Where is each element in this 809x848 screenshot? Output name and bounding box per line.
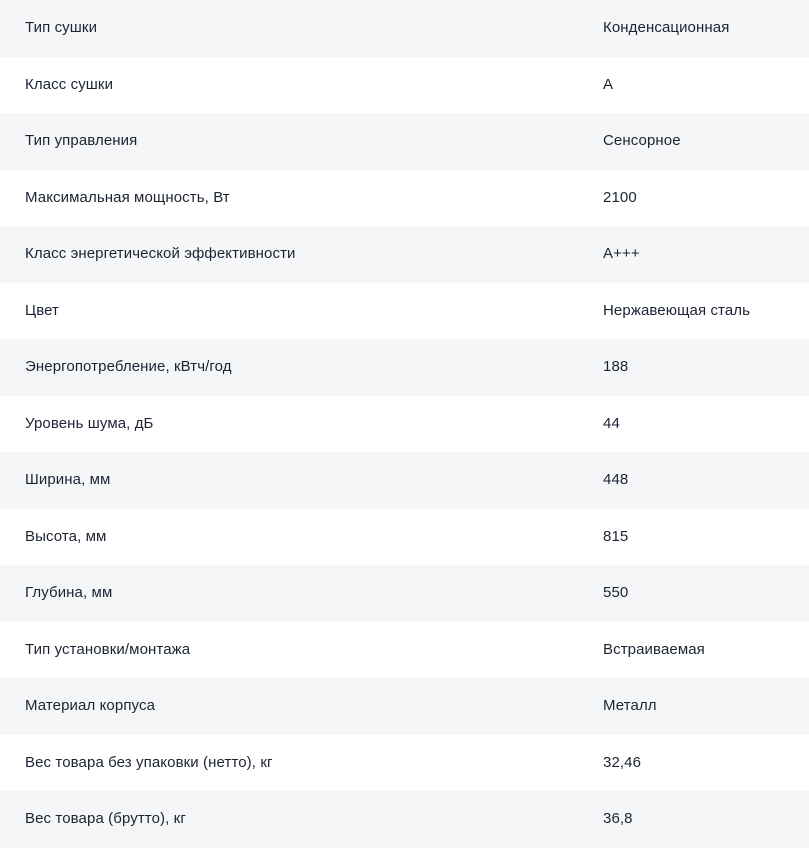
table-row bbox=[0, 226, 809, 283]
spec-value: Конденсационная bbox=[603, 19, 730, 37]
table-row bbox=[0, 565, 809, 622]
spec-value: Встраиваемая bbox=[603, 640, 705, 658]
spec-name: Материал корпуса bbox=[25, 697, 156, 715]
spec-value: 188 bbox=[603, 358, 629, 376]
spec-name: Класс энергетической эффективности bbox=[25, 245, 296, 263]
spec-value: 550 bbox=[603, 584, 629, 602]
spec-value: 815 bbox=[603, 527, 629, 545]
spec-value: Металл bbox=[603, 697, 657, 715]
spec-name: Вес товара (брутто), кг bbox=[25, 810, 186, 828]
spec-value: A bbox=[603, 75, 614, 93]
spec-name: Высота, мм bbox=[25, 527, 107, 545]
spec-value: 2100 bbox=[603, 188, 637, 206]
table-row bbox=[0, 509, 809, 566]
table-row bbox=[0, 791, 809, 848]
spec-name: Ширина, мм bbox=[25, 471, 111, 489]
table-row bbox=[0, 396, 809, 453]
spec-name: Максимальная мощность, Вт bbox=[25, 188, 230, 206]
spec-name: Тип сушки bbox=[25, 19, 98, 37]
spec-value: 32,46 bbox=[603, 753, 642, 771]
spec-value: 44 bbox=[603, 414, 620, 432]
spec-name: Класс сушки bbox=[25, 75, 114, 93]
table-row bbox=[0, 339, 809, 396]
spec-value: 36,8 bbox=[603, 810, 633, 828]
spec-name: Энергопотребление, кВтч/год bbox=[25, 358, 232, 376]
spec-value: Нержавеющая сталь bbox=[603, 301, 751, 319]
spec-name: Тип управления bbox=[25, 132, 138, 150]
spec-name: Тип установки/монтажа bbox=[25, 640, 191, 658]
spec-value: 448 bbox=[603, 471, 629, 489]
spec-name: Вес товара без упаковки (нетто), кг bbox=[25, 753, 273, 771]
table-row bbox=[0, 622, 809, 679]
table-row bbox=[0, 735, 809, 792]
table-row bbox=[0, 452, 809, 509]
table-row bbox=[0, 0, 809, 57]
table-row bbox=[0, 170, 809, 227]
table-row bbox=[0, 283, 809, 340]
spec-name: Цвет bbox=[25, 301, 60, 319]
spec-name: Глубина, мм bbox=[25, 584, 113, 602]
spec-value: Сенсорное bbox=[603, 132, 681, 150]
table-row bbox=[0, 678, 809, 735]
spec-value: A+++ bbox=[603, 245, 640, 263]
table-row bbox=[0, 113, 809, 170]
table-row bbox=[0, 57, 809, 114]
spec-name: Уровень шума, дБ bbox=[25, 414, 154, 432]
